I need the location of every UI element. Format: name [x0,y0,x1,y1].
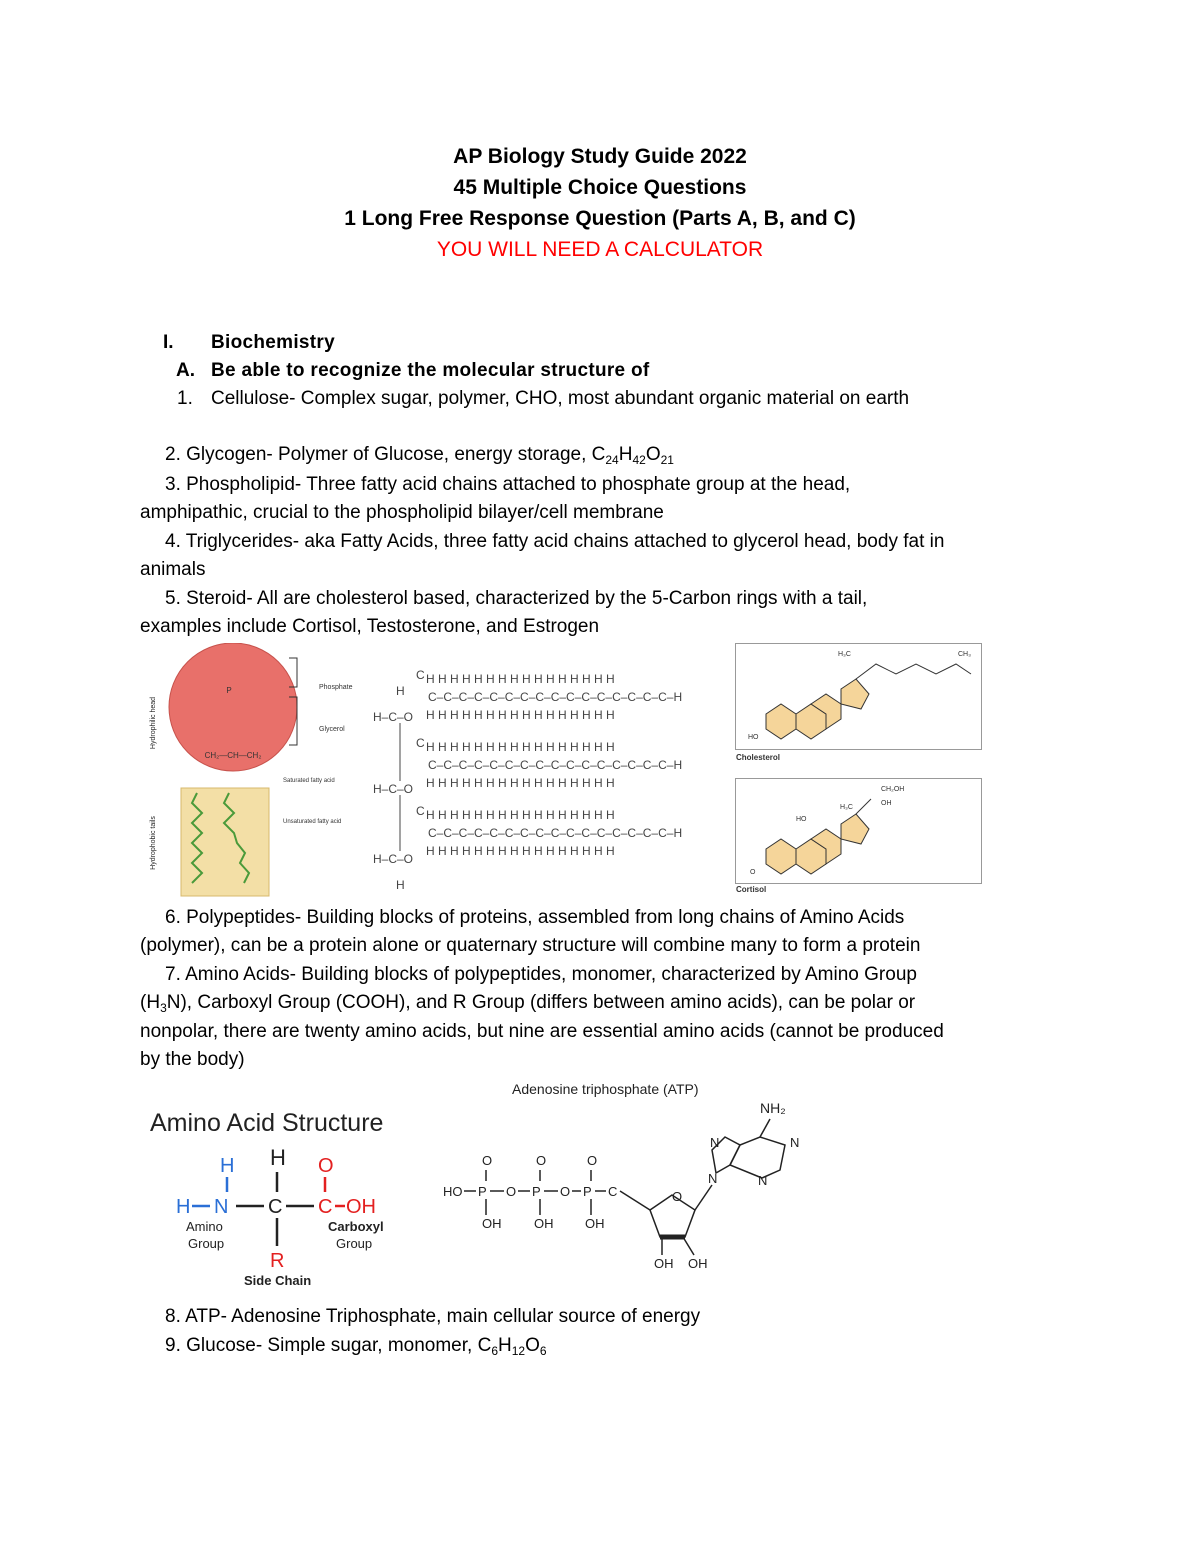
atp-p1: P [478,1184,487,1199]
item-2-glycogen: 2. Glycogen- Polymer of Glucose, energy storage, $C_{24}H_{42}O_{21}$ [165,444,674,467]
amino-acid-title: Amino Acid Structure [150,1109,384,1137]
aa-r-group: R [270,1250,285,1272]
tg-chain3-h-bottom: H H H H H H H H H H H H H H H H [426,844,615,858]
subsection-heading: Be able to recognize the molecular structure of [211,360,650,381]
item-7-amino-acids: 7. Amino Acids- Building blocks of polypeptides, monomer, characterized by Amino Group [165,964,917,985]
phospholipid-figure [137,643,367,897]
item-1-cellulose: Cellulose- Complex sugar, polymer, CHO, most abundant organic material on earth [211,388,910,409]
aa-side-chain-label: Side Chain [244,1273,312,1288]
cortisol-ch2oh: CH₂OH [881,786,905,793]
item-8-atp: 8. ATP- Adenosine Triphosphate, main cellular source of energy [165,1306,701,1327]
aa-carboxyl-c: C [318,1196,333,1218]
atp-figure [440,1075,820,1275]
aa-carboxyl-o: O [318,1155,334,1177]
atp-o2: O [560,1184,571,1199]
frq-line: 1 Long Free Response Question (Parts A, B, and C) [344,207,856,230]
subsection-letter: A. [176,360,195,381]
cholesterol-ho: HO [748,734,759,741]
cortisol-box [735,778,982,884]
atp-oh-2: OH [534,1216,554,1231]
atp-title: Adenosine triphosphate (ATP) [512,1081,699,1097]
phosphate-group-symbol: P [226,686,232,695]
cortisol-oh: OH [881,800,892,807]
aa-carboxyl-label-1: Carboxyl [328,1219,384,1234]
atp-oh-1: OH [482,1216,502,1231]
hydrophilic-head-label: Hydrophilic head [150,696,157,750]
atp-oh-3: OH [585,1216,605,1231]
aa-h-left: H [176,1196,191,1218]
tg-chain3-h-top: H H H H H H H H H H H H H H H H [426,808,615,822]
tg-chain1-h-bottom: H H H H H H H H H H H H H H H H [426,708,615,722]
triglyceride-figure [370,643,728,897]
item-7-amino-acids-cont: $(H_3N)$, Carboxyl Group (COOH), and R Group (differs between amino acids), can be polar or [140,992,916,1015]
cortisol-o: O [750,869,756,876]
item-7-amino-acids-cont-2: nonpolar, there are twenty amino acids, but nine are essential amino acids (cannot be produced [140,1021,944,1042]
mcq-count-line: 45 Multiple Choice Questions [453,176,747,199]
item-5-steroid-cont: examples include Cortisol, Testosterone, and Estrogen [140,616,600,637]
atp-o-top-3: O [587,1153,598,1168]
cholesterol-box [735,643,982,750]
cholesterol-structure [736,644,981,749]
saturated-label: Saturated fatty acid [283,778,335,784]
aa-amino-label-2: Group [188,1236,225,1251]
item-4-triglycerides-cont: animals [140,559,206,580]
item-6-polypeptides: 6. Polypeptides- Building blocks of proteins, assembled from long chains of Amino Acids [165,907,905,928]
item-7-amino-acids-cont-3: by the body) [140,1049,245,1070]
atp-n1: N [790,1135,800,1150]
cholesterol-caption: Cholesterol [736,753,781,762]
cortisol-h3c: H₃C [840,804,853,811]
cholesterol-ch3: CH₃ [958,651,971,658]
tg-h-top: H [396,684,405,698]
glycerol-label: Glycerol [319,726,345,733]
tg-carbonyl-c3: C [416,804,425,818]
item-6-polypeptides-cont: (polymer), can be a protein alone or quaternary structure will combine many to form a protein [140,935,921,956]
atp-n9: N [708,1171,718,1186]
atp-o-top-2: O [536,1153,547,1168]
tg-chain2-h-top: H H H H H H H H H H H H H H H H [426,740,615,754]
aa-n: N [214,1196,229,1218]
atp-n7: N [710,1135,720,1150]
tg-glycerol-c2: H–C–O [373,782,414,796]
tg-chain2-carbons: C–C–C–C–C–C–C–C–C–C–C–C–C–C–C–C–H [428,758,683,772]
section-heading: Biochemistry [211,332,335,353]
atp-o1: O [506,1184,517,1199]
amino-acid-figure [140,1100,430,1290]
aa-amino-label-1: Amino [186,1219,223,1234]
aa-oh: OH [346,1196,376,1218]
item-9-glucose: 9. Glucose- Simple sugar, monomer, $C_6H_{12}O_6$ [165,1335,547,1358]
aa-amino-h: H [220,1155,235,1177]
item-3-phospholipid: 3. Phospholipid- Three fatty acid chains attached to phosphate group at the head, [165,474,851,495]
tg-chain1-carbons: C–C–C–C–C–C–C–C–C–C–C–C–C–C–C–C–H [428,690,683,704]
item-1-number: 1. [177,388,193,409]
tg-carbonyl-c1: C [416,668,425,682]
item-5-steroid: 5. Steroid- All are cholesterol based, characterized by the 5-Carbon rings with a tail, [165,588,868,609]
atp-ho: HO [443,1184,463,1199]
tg-chain2-h-bottom: H H H H H H H H H H H H H H H H [426,776,615,790]
hydrophobic-tails-label: Hydrophobic tails [150,816,157,870]
aa-alpha-c: C [268,1196,283,1218]
item-4-triglycerides: 4. Triglycerides- aka Fatty Acids, three fatty acid chains attached to glycerol head, body fat in [165,531,945,552]
tg-carbonyl-c2: C [416,736,425,750]
phosphate-label: Phosphate [319,684,353,691]
aa-carboxyl-label-2: Group [336,1236,373,1251]
calculator-warning: YOU WILL NEED A CALCULATOR [436,238,764,261]
tg-chain1-h-top: H H H H H H H H H H H H H H H H [426,672,615,686]
item-3-phospholipid-cont: amphipathic, crucial to the phospholipid bilayer/cell membrane [140,502,664,523]
atp-nh2: NH₂ [760,1100,786,1116]
cortisol-structure [736,779,981,883]
atp-p3: P [583,1184,592,1199]
tg-glycerol-c1: H–C–O [373,710,414,724]
unsaturated-label: Unsaturated fatty acid [283,819,342,825]
document-title: AP Biology Study Guide 2022 [453,145,747,168]
tg-chain3-carbons: C–C–C–C–C–C–C–C–C–C–C–C–C–C–C–C–H [428,826,683,840]
tg-h-bottom: H [396,878,405,892]
atp-p2: P [532,1184,541,1199]
cholesterol-h3c: H₃C [838,651,851,658]
cortisol-ho: HO [796,816,807,823]
atp-ribose-oh-1: OH [654,1256,674,1271]
atp-c: C [608,1184,618,1199]
aa-top-h: H [270,1145,286,1170]
glycerol-chain: CH₂—CH—CH₂ [204,751,262,760]
atp-n3: N [758,1173,768,1188]
cortisol-caption: Cortisol [736,885,767,894]
atp-o-top-1: O [482,1153,493,1168]
atp-ribose-oh-2: OH [688,1256,708,1271]
tg-glycerol-c3: H–C–O [373,852,414,866]
atp-ribose-o: O [672,1189,683,1204]
section-numeral: I. [163,332,174,353]
